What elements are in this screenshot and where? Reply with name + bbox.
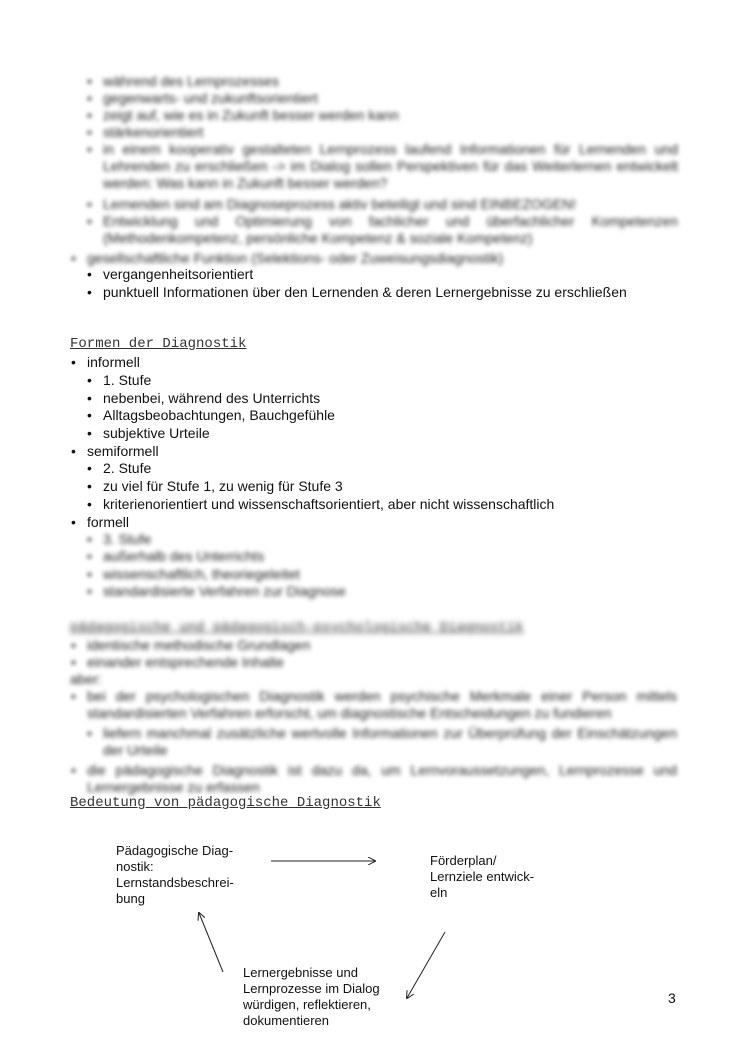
list-item: • 3. Stufe [103, 531, 151, 548]
list-item: • während des Lernprozesses [103, 73, 279, 90]
arrow-down-left [407, 932, 445, 998]
aber-label: aber: [70, 671, 102, 687]
list-item: • bei der psychologischen Diagnostik werden psychische Merkmale einer Person mittels standardisierten Verfahren erforscht, um diagnostische Entscheidungen zu fundieren [87, 688, 677, 722]
list-item: • kriterienorientiert und wissenschaftsorientiert, aber nicht wissenschaftlich [103, 496, 554, 513]
page-number: 3 [668, 990, 676, 1006]
list-item: • punktuell Informationen über den Lernenden & deren Lernergebnisse zu erschließen [103, 284, 627, 301]
list-item: • in einem kooperativ gestalteten Lernprozess laufend Informationen für Lernenden und Lehrenden zu erschließen -> im Dialog sollen Perspektiven für das Weiterlernen entwickelt werden: Was kann in Zukunft besser werden? [103, 141, 678, 192]
list-item: • stärkenorientiert [103, 124, 203, 141]
list-item: • nebenbei, während des Unterrichts [103, 390, 320, 407]
list-item: • 1. Stufe [103, 372, 151, 389]
arrow-up-left [199, 913, 223, 972]
list-item: • gegenwarts- und zukunftsorientiert [103, 90, 318, 107]
section-heading-bedeutung: Bedeutung von pädagogische Diagnostik [70, 795, 381, 811]
diagram-node-diagnostik: Pädagogische Diag- nostik: Lernstandsbeschrei- bung [116, 843, 234, 906]
list-item: • die pädagogische Diagnostik ist dazu da, um Lernvoraussetzungen, Lernprozesse und Lernergebnisse zu erfassen [87, 762, 677, 796]
list-item: • einander entsprechende Inhalte [87, 654, 284, 671]
list-item-informell: • informell [87, 354, 140, 371]
list-item-semiformell: • semiformell [87, 443, 159, 460]
list-item: • vergangenheitsorientiert [103, 266, 253, 283]
list-item: • liefern manchmal zusätzliche wertvolle Informationen zur Überprüfung der Einschätzungen der Urteile [103, 725, 677, 759]
list-item: • wissenschaftlich, theoriegeleitet [103, 566, 300, 583]
list-item: • Entwicklung und Optimierung von fachlicher und überfachlicher Kompetenzen (Methodenkompetenz, persönliche Kompetenz & soziale Kompetenz) [103, 213, 678, 247]
list-item: • Lernenden sind am Diagnoseprozess aktiv beteiligt und sind EINBEZOGEN! [103, 196, 576, 213]
list-item: • außerhalb des Unterrichts [103, 548, 264, 565]
section-heading-formen: Formen der Diagnostik [70, 336, 247, 352]
diagram-node-lernergebnisse: Lernergebnisse und Lernprozesse im Dialog würdigen, reflektieren, dokumentieren [243, 965, 380, 1028]
list-item: • 2. Stufe [103, 460, 151, 477]
list-item: • zeigt auf, wie es in Zukunft besser werden kann [103, 107, 399, 124]
list-item: • zu viel für Stufe 1, zu wenig für Stufe 3 [103, 478, 343, 495]
list-item: • subjektive Urteile [103, 425, 210, 442]
list-item: • gesellschaftliche Funktion (Selektions- oder Zuweisungsdiagnostik) [87, 250, 503, 267]
list-item-formell: • formell [87, 514, 129, 531]
list-item: • standardisierte Verfahren zur Diagnose [103, 583, 346, 600]
diagram-node-foerderplan: Förderplan/ Lernziele entwick- eln [430, 853, 535, 900]
section-heading-paed-psych: pädagogische und pädagogisch-psychologische Diagnostik [70, 620, 524, 636]
list-item: • identische methodische Grundlagen [87, 637, 310, 654]
list-item: • Alltagsbeobachtungen, Bauchgefühle [103, 407, 335, 424]
